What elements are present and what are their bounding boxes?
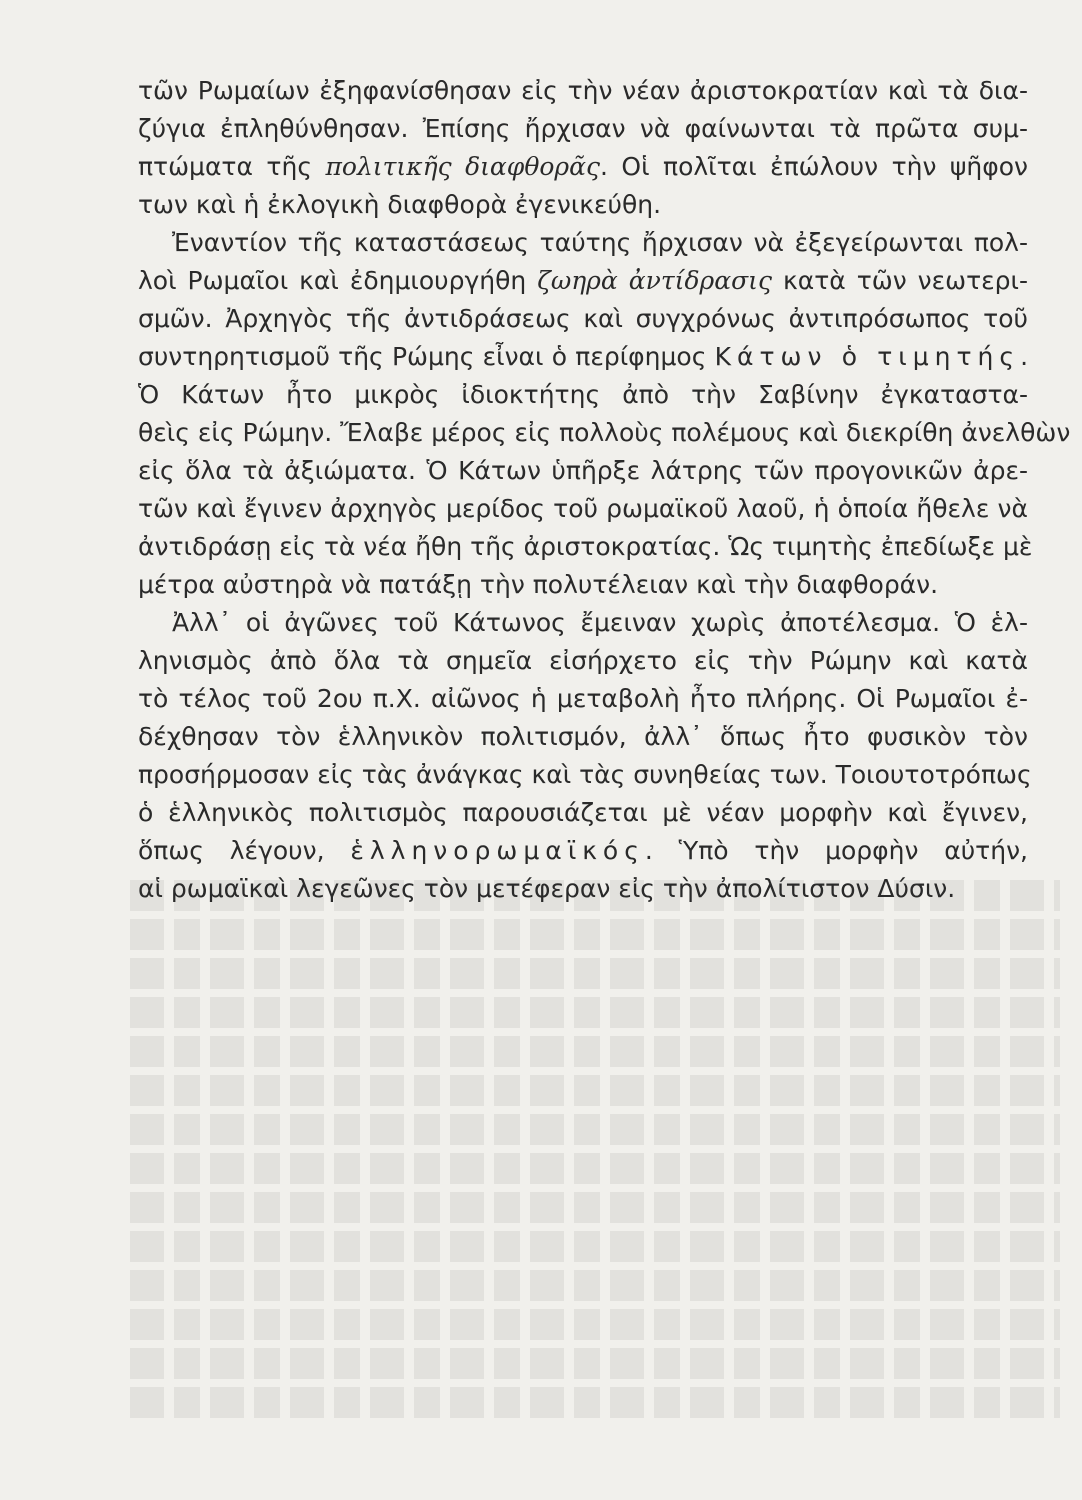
text-run: πτώματα τῆς bbox=[138, 152, 326, 181]
text-line bbox=[138, 304, 1028, 334]
text-line bbox=[138, 494, 1028, 524]
text-run: ἀντιδράσῃ εἰς τὰ νέα ἤθη τῆς ἀριστοκρατίας. Ὡς τιμητὴς ἐπεδίωξε μὲ bbox=[138, 532, 1033, 561]
text-run: εἰς ὅλα τὰ ἀξιώματα. Ὁ Κάτων ὑπῆρξε λάτρης τῶν προγονικῶν ἀρε- bbox=[138, 456, 1028, 485]
text-run: τῶν Ρωμαίων ἐξηφανίσθησαν εἰς τὴν νέαν ἀριστοκρατίαν καὶ τὰ δια- bbox=[138, 76, 1028, 105]
show-through-text bbox=[130, 880, 1060, 1440]
text-run: Ὁ Κάτων ἦτο μικρὸς ἰδιοκτήτης ἀπὸ τὴν Σαβίνην ἐγκαταστα- bbox=[138, 380, 1028, 409]
text-run: . Ὑπὸ τὴν μορφὴν αὐτήν, bbox=[644, 836, 1028, 865]
text-line bbox=[138, 760, 1032, 790]
text-line bbox=[138, 152, 1028, 182]
spaced-name-cato: Κάτων ὁ τιμητής bbox=[714, 342, 1021, 371]
text-line bbox=[138, 342, 1028, 372]
text-run: Ἐναντίον τῆς καταστάσεως ταύτης ἤρχισαν νὰ ἐξεγείρωνται πολ- bbox=[172, 228, 1028, 257]
text-line bbox=[138, 532, 1033, 562]
text-line bbox=[138, 874, 1028, 904]
text-run: . Οἱ πολῖται ἐπώλουν τὴν ψῆφον bbox=[600, 152, 1028, 181]
text-run: Ἀλλ᾽ οἱ ἀγῶνες τοῦ Κάτωνος ἔμειναν χωρὶς ἀποτέλεσμα. Ὁ ἑλ- bbox=[172, 608, 1028, 637]
text-line bbox=[138, 76, 1028, 106]
text-line bbox=[138, 684, 1028, 714]
text-run: τῶν καὶ ἔγινεν ἀρχηγὸς μερίδος τοῦ ρωμαϊκοῦ λαοῦ, ἡ ὁποία ἤθελε νὰ bbox=[138, 494, 1028, 523]
text-run: θεὶς εἰς Ρώμην. Ἔλαβε μέρος εἰς πολλοὺς πολέμους καὶ διεκρίθη ἀνελθὼν bbox=[138, 418, 1071, 447]
text-line bbox=[138, 418, 1071, 448]
text-line bbox=[138, 608, 1028, 638]
text-run: . bbox=[1020, 342, 1029, 371]
spaced-term-hellenoroman: ἑλληνορωμαϊκός bbox=[350, 836, 645, 865]
text-run: σμῶν. Ἀρχηγὸς τῆς ἀντιδράσεως καὶ συγχρόνως ἀντιπρόσωπος τοῦ bbox=[138, 304, 1028, 333]
text-line bbox=[138, 456, 1028, 486]
body-text bbox=[138, 76, 1071, 912]
text-run: κατὰ τῶν νεωτερι- bbox=[771, 266, 1028, 295]
emphasis-political-corruption: πολιτικῆς διαφθορᾶς bbox=[325, 152, 600, 181]
text-run: προσήρμοσαν εἰς τὰς ἀνάγκας καὶ τὰς συνηθείας των. Τοιουτοτρόπως bbox=[138, 760, 1032, 789]
text-line bbox=[138, 646, 1028, 676]
text-run: δέχθησαν τὸν ἑλληνικὸν πολιτισμόν, ἀλλ᾽ ὅπως ἦτο φυσικὸν τὸν bbox=[138, 722, 1028, 751]
emphasis-reaction: ζωηρὰ ἀντίδρασις bbox=[537, 266, 772, 295]
text-run: συντηρητισμοῦ τῆς Ρώμης εἶναι ὁ περίφημος bbox=[138, 342, 715, 371]
text-line bbox=[138, 380, 1028, 410]
text-line bbox=[138, 228, 1028, 258]
text-line bbox=[138, 114, 1028, 144]
text-run: ληνισμὸς ἀπὸ ὅλα τὰ σημεῖα εἰσήρχετο εἰς τὴν Ρώμην καὶ κατὰ bbox=[138, 646, 1028, 675]
text-run: αἱ ρωμαϊκαὶ λεγεῶνες τὸν μετέφεραν εἰς τὴν ἀπολίτιστον Δύσιν. bbox=[138, 874, 956, 903]
text-line bbox=[138, 266, 1028, 296]
text-run: ζύγια ἐπληθύνθησαν. Ἐπίσης ἤρχισαν νὰ φαίνωνται τὰ πρῶτα συμ- bbox=[138, 114, 1028, 143]
text-line bbox=[138, 570, 1028, 600]
text-line bbox=[138, 798, 1028, 828]
text-line bbox=[138, 190, 1028, 220]
text-run: λοὶ Ρωμαῖοι καὶ ἐδημιουργήθη bbox=[138, 266, 538, 295]
text-run: μέτρα αὐστηρὰ νὰ πατάξῃ τὴν πολυτέλειαν καὶ τὴν διαφθοράν. bbox=[138, 570, 939, 599]
text-line bbox=[138, 722, 1028, 752]
text-line bbox=[138, 836, 1028, 866]
text-run: ὁ ἑλληνικὸς πολιτισμὸς παρουσιάζεται μὲ νέαν μορφὴν καὶ ἔγινεν, bbox=[138, 798, 1028, 827]
text-run: ὅπως λέγουν, bbox=[138, 836, 351, 865]
text-run: των καὶ ἡ ἐκλογικὴ διαφθορὰ ἐγενικεύθη. bbox=[138, 190, 662, 219]
text-run: τὸ τέλος τοῦ 2ου π.Χ. αἰῶνος ἡ μεταβολὴ ἦτο πλήρης. Οἱ Ρωμαῖοι ἐ- bbox=[138, 684, 1028, 713]
